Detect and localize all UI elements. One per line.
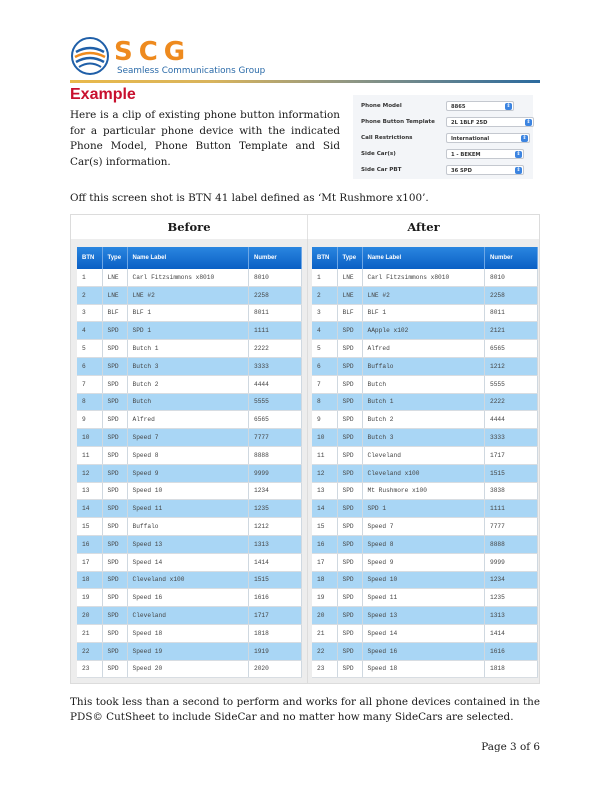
table-row[interactable] [77,607,302,625]
cell-type: SPD [102,589,127,607]
table-row[interactable] [312,660,538,678]
cell-number: 1616 [485,642,538,660]
cell-type: SPD [102,500,127,518]
cell-btn: 3 [77,304,102,322]
logo-letters: SCG [114,37,192,67]
cell-number: 8011 [249,304,302,322]
select-value: 1 - BEKEM [451,152,481,158]
before-column [71,239,308,683]
cell-type: SPD [102,518,127,536]
cell-number: 1414 [249,553,302,571]
table-row[interactable] [77,518,302,536]
intro-paragraph: Here is a clip of existing phone button information for a particular phone device with the indicated Phone Model, Phone Button Template and Sid Car(s) information. [70,109,340,168]
cell-btn: 9 [77,411,102,429]
cell-name-label: Speed 16 [127,589,249,607]
cell-name-label: Butch 3 [127,357,249,375]
page-number: Page 3 of 6 [481,741,540,753]
cell-type: SPD [337,500,362,518]
table-row[interactable] [77,375,302,393]
cell-name-label: Speed 9 [127,464,249,482]
cell-number: 1515 [249,571,302,589]
header-rule [70,80,540,83]
after-table-body [312,269,538,678]
cell-name-label: Butch 3 [362,429,485,447]
cell-name-label: Speed 18 [127,624,249,642]
cell-name-label: Speed 20 [127,660,249,678]
cell-type: SPD [102,553,127,571]
cell-type: SPD [337,589,362,607]
table-row[interactable] [312,322,538,340]
table-row[interactable] [77,624,302,642]
table-row[interactable] [312,642,538,660]
cell-number: 2121 [485,322,538,340]
cell-name-label: Mt Rushmore x100 [362,482,485,500]
cell-type: SPD [337,482,362,500]
cell-name-label: Speed 10 [127,482,249,500]
cell-number: 3333 [249,357,302,375]
cell-name-label: Speed 14 [362,624,485,642]
cell-name-label: Butch 1 [127,340,249,358]
cell-btn: 23 [312,660,337,678]
table-row[interactable] [312,500,538,518]
cell-name-label: Carl Fitzsimmons x8010 [362,269,485,286]
cell-btn: 10 [312,429,337,447]
select-arrows-icon: ⇕ [516,167,521,173]
cell-type: SPD [337,411,362,429]
cell-name-label: Cleveland x100 [127,571,249,589]
cell-btn: 17 [77,553,102,571]
cell-name-label: Speed 8 [362,535,485,553]
table-row[interactable] [312,304,538,322]
cell-btn: 7 [77,375,102,393]
cell-btn: 9 [312,411,337,429]
cell-type: LNE [337,269,362,286]
cell-btn: 20 [312,607,337,625]
cell-btn: 15 [77,518,102,536]
scg-swirl-icon [70,36,110,76]
col-header-number[interactable]: Number [485,247,538,269]
phone-settings-panel [353,95,533,179]
cell-name-label: Speed 9 [362,553,485,571]
cell-type: LNE [337,286,362,304]
cell-btn: 12 [77,464,102,482]
cell-type: SPD [102,464,127,482]
cell-number: 1111 [249,322,302,340]
table-row[interactable] [77,642,302,660]
cell-number: 2222 [249,340,302,358]
cell-number: 3333 [485,429,538,447]
cell-name-label: Speed 13 [362,607,485,625]
table-row[interactable] [77,411,302,429]
cell-name-label: Butch [127,393,249,411]
logo-tagline: Seamless Communications Group [117,66,266,76]
cell-name-label: SPD 1 [362,500,485,518]
col-header-type[interactable]: Type [102,247,127,269]
cell-name-label: Speed 11 [362,589,485,607]
cell-btn: 1 [312,269,337,286]
cell-name-label: Speed 18 [362,660,485,678]
cell-btn: 22 [312,642,337,660]
table-row[interactable] [77,482,302,500]
table-row[interactable] [77,500,302,518]
cell-type: SPD [102,340,127,358]
cell-number: 1515 [485,464,538,482]
setting-label: Side Car PBT [361,167,402,173]
cell-number: 4444 [485,411,538,429]
cell-btn: 16 [77,535,102,553]
cell-type: SPD [337,357,362,375]
table-row[interactable] [312,589,538,607]
cell-number: 1212 [485,357,538,375]
setting-label: Phone Button Template [361,119,435,125]
select-arrows-icon: ⇕ [516,151,521,157]
cell-type: SPD [337,446,362,464]
cell-name-label: Buffalo [362,357,485,375]
cell-number: 8888 [249,446,302,464]
cell-type: SPD [102,393,127,411]
cell-btn: 11 [312,446,337,464]
cell-number: 1919 [249,642,302,660]
cell-type: SPD [337,571,362,589]
cell-type: SPD [337,375,362,393]
cell-number: 7777 [485,518,538,536]
cell-type: SPD [337,642,362,660]
cell-btn: 5 [312,340,337,358]
cell-type: LNE [102,286,127,304]
table-row[interactable] [312,607,538,625]
cell-number: 6565 [485,340,538,358]
cell-number: 1717 [249,607,302,625]
cell-type: SPD [102,624,127,642]
table-row[interactable] [77,464,302,482]
cell-type: SPD [102,535,127,553]
cell-btn: 12 [312,464,337,482]
table-row[interactable] [312,464,538,482]
table-row[interactable] [312,624,538,642]
col-header-btn[interactable]: BTN [312,247,337,269]
cell-type: SPD [102,411,127,429]
setting-label: Phone Model [361,103,402,109]
cell-type: BLF [102,304,127,322]
cell-btn: 13 [312,482,337,500]
select-value: 2L 1BLF 25D [451,120,488,126]
cell-name-label: Butch 2 [127,375,249,393]
cell-type: SPD [337,607,362,625]
cell-name-label: Speed 10 [362,571,485,589]
cell-name-label: Carl Fitzsimmons x8010 [127,269,249,286]
cell-number: 1212 [249,518,302,536]
cell-name-label: AApple x102 [362,322,485,340]
cell-number: 1234 [485,571,538,589]
cell-number: 1717 [485,446,538,464]
cell-number: 1234 [249,482,302,500]
cell-btn: 5 [77,340,102,358]
cell-btn: 3 [312,304,337,322]
cell-number: 9999 [485,553,538,571]
cell-name-label: LNE #2 [362,286,485,304]
cell-type: SPD [102,571,127,589]
cell-name-label: Buffalo [127,518,249,536]
before-heading: Before [71,215,308,240]
cell-type: SPD [337,535,362,553]
cell-number: 1235 [485,589,538,607]
table-row[interactable] [312,286,538,304]
section-heading: Example [70,86,136,103]
phone-button-template-select[interactable] [446,117,534,127]
cell-type: SPD [337,553,362,571]
select-arrows-icon: ⇕ [506,103,511,109]
table-row[interactable] [312,482,538,500]
cell-number: 6565 [249,411,302,429]
phone-model-select[interactable] [446,101,514,111]
cell-btn: 6 [77,357,102,375]
cell-btn: 19 [77,589,102,607]
cell-name-label: Alfred [362,340,485,358]
cell-number: 5555 [485,375,538,393]
cell-number: 8011 [485,304,538,322]
cell-name-label: SPD 1 [127,322,249,340]
table-row[interactable] [312,429,538,447]
side-car-pbt-select[interactable] [446,165,524,175]
after-column [308,239,539,683]
cell-name-label: Speed 7 [127,429,249,447]
cell-btn: 8 [312,393,337,411]
cell-btn: 20 [77,607,102,625]
cell-btn: 8 [77,393,102,411]
cell-type: LNE [102,269,127,286]
select-arrows-icon: ⇕ [526,119,531,125]
cell-type: SPD [337,464,362,482]
cell-btn: 10 [77,429,102,447]
cell-type: BLF [337,304,362,322]
cell-number: 1313 [485,607,538,625]
cell-type: SPD [337,624,362,642]
cell-number: 2258 [249,286,302,304]
cell-btn: 22 [77,642,102,660]
cell-name-label: Cleveland x100 [362,464,485,482]
cell-type: SPD [102,375,127,393]
setting-label: Side Car(s) [361,151,396,157]
cell-name-label: Speed 8 [127,446,249,464]
table-row[interactable] [77,553,302,571]
cell-btn: 14 [77,500,102,518]
call-restrictions-select[interactable] [446,133,530,143]
cell-number: 4444 [249,375,302,393]
cell-btn: 15 [312,518,337,536]
table-row[interactable] [312,411,538,429]
table-row[interactable] [77,660,302,678]
cell-btn: 19 [312,589,337,607]
table-row[interactable] [77,446,302,464]
cell-type: SPD [102,322,127,340]
cell-btn: 14 [312,500,337,518]
cell-btn: 18 [312,571,337,589]
after-table [312,247,538,678]
cell-btn: 1 [77,269,102,286]
cell-number: 5555 [249,393,302,411]
cell-number: 1414 [485,624,538,642]
cell-btn: 18 [77,571,102,589]
select-arrows-icon: ⇕ [522,135,527,141]
cell-number: 1818 [249,624,302,642]
before-after-comparison [70,214,540,684]
table-row[interactable] [312,375,538,393]
cell-number: 1616 [249,589,302,607]
table-row[interactable] [312,393,538,411]
cell-number: 9999 [249,464,302,482]
setting-label: Call Restrictions [361,135,413,141]
before-table-body [77,269,302,678]
cell-type: SPD [337,518,362,536]
col-header-btn[interactable]: BTN [77,247,102,269]
cell-number: 1235 [249,500,302,518]
cell-btn: 2 [77,286,102,304]
cell-number: 8888 [485,535,538,553]
cell-name-label: Speed 16 [362,642,485,660]
cell-btn: 13 [77,482,102,500]
cell-number: 1313 [249,535,302,553]
col-header-type[interactable]: Type [337,247,362,269]
table-row[interactable] [77,429,302,447]
table-header-row [312,247,538,269]
cell-btn: 11 [77,446,102,464]
table-row[interactable] [312,535,538,553]
table-row[interactable] [312,340,538,358]
cell-number: 8010 [249,269,302,286]
cell-name-label: Speed 14 [127,553,249,571]
table-row[interactable] [312,553,538,571]
cell-btn: 21 [77,624,102,642]
cell-btn: 23 [77,660,102,678]
col-header-name-label[interactable]: Name Label [362,247,485,269]
table-row[interactable] [77,589,302,607]
cell-type: SPD [102,446,127,464]
cell-name-label: Speed 13 [127,535,249,553]
table-row[interactable] [77,340,302,358]
col-header-name-label[interactable]: Name Label [127,247,249,269]
table-row[interactable] [77,269,302,286]
cell-number: 7777 [249,429,302,447]
cell-number: 1818 [485,660,538,678]
col-header-number[interactable]: Number [249,247,302,269]
select-value: 8865 [451,104,466,110]
cell-number: 2222 [485,393,538,411]
cell-type: SPD [337,340,362,358]
after-heading: After [308,215,539,240]
table-row[interactable] [77,357,302,375]
cell-type: SPD [337,393,362,411]
cell-name-label: BLF 1 [127,304,249,322]
cell-type: SPD [337,660,362,678]
table-row[interactable] [77,322,302,340]
cell-type: SPD [102,482,127,500]
cell-type: SPD [337,322,362,340]
note-paragraph: Off this screen shot is BTN 41 label defined as ‘Mt Rushmore x100’. [70,192,429,204]
table-row[interactable] [77,304,302,322]
table-row[interactable] [77,571,302,589]
cell-name-label: Speed 11 [127,500,249,518]
cell-name-label: BLF 1 [362,304,485,322]
table-row[interactable] [77,535,302,553]
cell-type: SPD [102,357,127,375]
cell-type: SPD [102,607,127,625]
cell-type: SPD [102,429,127,447]
cell-btn: 17 [312,553,337,571]
cell-type: SPD [102,642,127,660]
table-row[interactable] [77,393,302,411]
cell-btn: 7 [312,375,337,393]
cell-btn: 6 [312,357,337,375]
table-header-row [77,247,302,269]
cell-number: 2258 [485,286,538,304]
table-row[interactable] [312,446,538,464]
table-row[interactable] [312,269,538,286]
cell-btn: 4 [77,322,102,340]
select-value: International [451,136,490,142]
cell-btn: 4 [312,322,337,340]
cell-name-label: Speed 19 [127,642,249,660]
cell-name-label: Speed 7 [362,518,485,536]
scg-logo [70,36,290,82]
cell-name-label: LNE #2 [127,286,249,304]
before-table [77,247,302,678]
cell-name-label: Cleveland [127,607,249,625]
cell-btn: 2 [312,286,337,304]
cell-type: SPD [102,660,127,678]
cell-number: 2020 [249,660,302,678]
cell-name-label: Butch [362,375,485,393]
cell-btn: 16 [312,535,337,553]
cell-number: 3838 [485,482,538,500]
cell-name-label: Alfred [127,411,249,429]
cell-name-label: Butch 1 [362,393,485,411]
table-row[interactable] [312,571,538,589]
closing-paragraph: This took less than a second to perform and works for all phone devices contained in the PDS© CutSheet to include SideCar and no matter how many SideCars are selected. [70,696,540,723]
select-value: 36 SPD [451,168,472,174]
cell-name-label: Butch 2 [362,411,485,429]
cell-number: 1111 [485,500,538,518]
table-row[interactable] [77,286,302,304]
cell-btn: 21 [312,624,337,642]
cell-number: 8010 [485,269,538,286]
cell-name-label: Cleveland [362,446,485,464]
side-cars-select[interactable] [446,149,524,159]
table-row[interactable] [312,357,538,375]
cell-type: SPD [337,429,362,447]
table-row[interactable] [312,518,538,536]
